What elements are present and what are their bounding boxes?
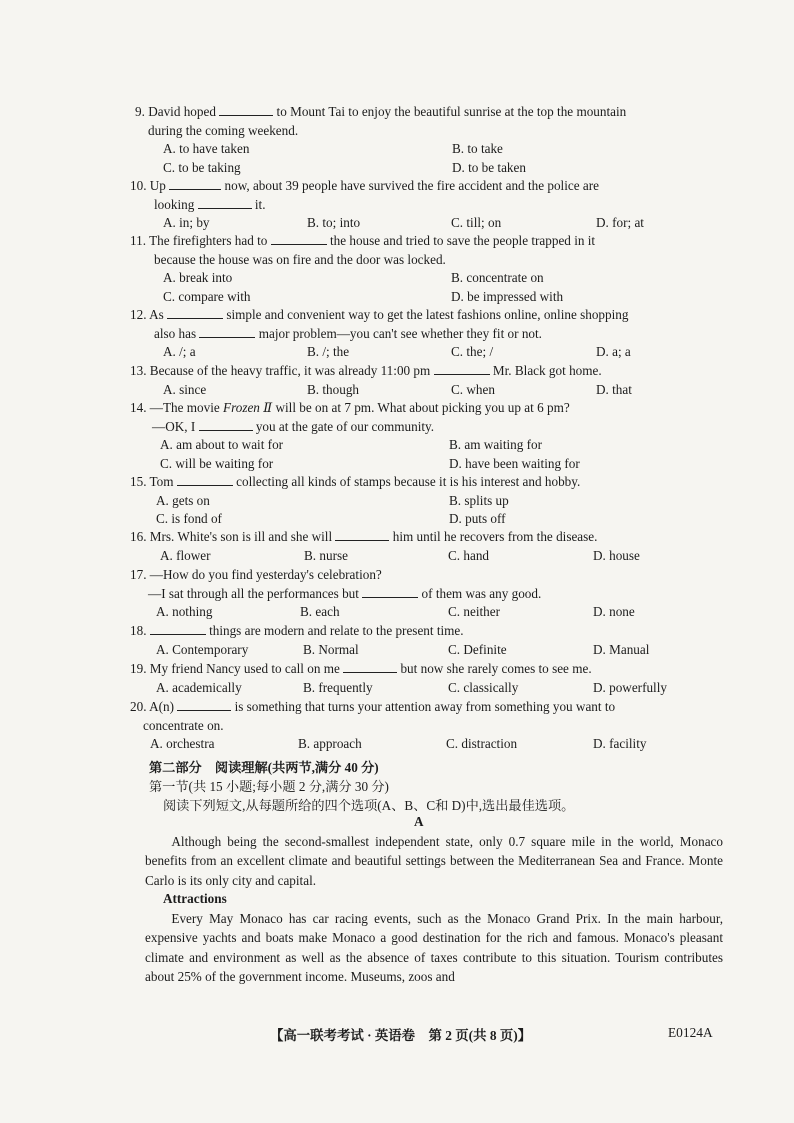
options-row <box>130 492 725 511</box>
question-text: —How do you find yesterday's celebration? <box>149 567 382 582</box>
question-text: to Mount Tai to enjoy the beautiful sunrise at the top the mountain <box>276 104 627 119</box>
options-row <box>130 214 725 233</box>
option-b: B. splits up <box>449 492 509 508</box>
question-text: David hoped <box>148 104 216 119</box>
option-b: B. though <box>307 381 360 397</box>
question-14 <box>130 399 725 473</box>
question-number: 17. <box>130 567 147 582</box>
question-text: A(n) <box>149 699 174 714</box>
question-text: the house and tried to save the people trapped in it <box>329 233 596 248</box>
option-d: D. none <box>593 604 635 620</box>
question-number: 9. <box>135 104 145 119</box>
answer-blank <box>199 325 255 338</box>
options-row <box>130 455 725 474</box>
option-c: C. when <box>451 381 495 397</box>
part-two-title: 第二部分 阅读理解(共两节,满分 40 分) <box>149 760 379 775</box>
question-text: you at the gate of our community. <box>255 418 435 434</box>
option-d: D. be impressed with <box>451 288 564 304</box>
question-number: 11. <box>130 233 146 248</box>
option-d: D. to be taken <box>452 159 526 175</box>
options-row <box>135 140 725 159</box>
question-20 <box>130 698 725 754</box>
options-row <box>135 159 725 178</box>
question-text: As <box>149 307 164 322</box>
question-12 <box>130 306 725 362</box>
options-row <box>130 381 725 400</box>
question-number: 15. <box>130 474 147 489</box>
option-d: D. have been waiting for <box>449 455 580 471</box>
question-18 <box>130 622 725 659</box>
question-text: Mrs. White's son is ill and she will <box>149 529 333 544</box>
option-b: B. nurse <box>304 547 348 563</box>
question-number: 20. <box>130 699 147 714</box>
question-text: during the coming weekend. <box>148 122 299 138</box>
option-b: B. concentrate on <box>451 270 544 286</box>
question-text: him until he recovers from the disease. <box>392 529 598 544</box>
answer-blank <box>177 473 233 486</box>
question-text: things are modern and relate to the present time. <box>209 623 464 638</box>
answer-blank <box>169 177 221 190</box>
question-number: 14. <box>130 400 147 415</box>
question-16 <box>130 528 725 565</box>
question-text: also has <box>154 325 197 341</box>
question-11 <box>130 232 725 306</box>
options-row <box>130 288 725 307</box>
option-a: A. flower <box>160 547 211 563</box>
question-text: The firefighters had to <box>149 233 268 248</box>
option-d: D. a; a <box>596 344 631 360</box>
passage-paragraph-1 <box>145 832 723 890</box>
option-d: D. facility <box>593 736 647 752</box>
option-a: A. nothing <box>156 604 213 620</box>
options-row <box>130 436 725 455</box>
option-a: A. Contemporary <box>156 641 249 657</box>
answer-blank <box>271 232 327 245</box>
option-c: C. classically <box>448 679 519 695</box>
option-d: D. that <box>596 381 632 397</box>
question-text: Because of the heavy traffic, it was already 11:00 pm <box>149 363 431 378</box>
option-b: B. frequently <box>303 679 373 695</box>
question-text: —The movie <box>149 400 220 415</box>
option-a: A. am about to wait for <box>160 437 284 453</box>
option-a: A. academically <box>156 679 242 695</box>
question-number: 18. <box>130 623 147 638</box>
option-a: A. since <box>163 381 207 397</box>
passage-paragraph-2 <box>145 909 723 987</box>
question-text: Tom <box>149 474 174 489</box>
paragraph-text: Although being the second-smallest independent state, only 0.7 square mile in the world, Monaco benefits from an excellent climate and beautiful settings between the Mediterranean Sea and France. Monte Carlo is its only city and capital. <box>145 834 723 888</box>
movie-title: Frozen Ⅱ <box>223 400 273 415</box>
question-number: 16. <box>130 529 147 544</box>
paragraph-text: Every May Monaco has car racing events, such as the Monaco Grand Prix. In the main harbour, expensive yachts and boats make Monaco a good destination for the rich and famous. Monaco's pleasant climate and environment as well as the absence of taxes contribute to this situation. Tourism contributes about 25% of the government income. Museums, zoos and <box>145 911 723 985</box>
options-row <box>130 510 725 529</box>
option-d: D. for; at <box>596 215 644 231</box>
question-text: simple and convenient way to get the latest fashions online, online shopping <box>226 307 629 322</box>
passage-letter: A <box>414 814 424 829</box>
option-a: A. orchestra <box>150 736 215 752</box>
option-b: B. to take <box>452 141 503 157</box>
options-row <box>130 641 725 660</box>
option-c: C. distraction <box>446 736 518 752</box>
question-9 <box>135 103 725 177</box>
option-a: A. in; by <box>163 215 210 231</box>
option-c: C. to be taking <box>163 159 241 175</box>
question-text: but now she rarely comes to see me. <box>400 661 592 676</box>
question-text: because the house was on fire and the door was locked. <box>154 251 446 267</box>
answer-blank <box>177 698 231 711</box>
question-text: collecting all kinds of stamps because it is his interest and hobby. <box>236 474 581 489</box>
option-b: B. /; the <box>307 344 350 360</box>
question-text: now, about 39 people have survived the fire accident and the police are <box>224 178 599 193</box>
passage-subheading: Attractions <box>163 891 227 906</box>
answer-blank <box>343 660 397 673</box>
option-a: A. to have taken <box>163 141 250 157</box>
question-text: looking <box>154 196 195 212</box>
question-text: will be on at 7 pm. What about picking you up at 6 pm? <box>275 400 570 415</box>
options-row <box>130 269 725 288</box>
options-row <box>130 547 725 566</box>
question-number: 10. <box>130 178 147 193</box>
option-c: C. the; / <box>451 344 494 360</box>
options-row <box>130 343 725 362</box>
question-text: Mr. Black got home. <box>492 363 602 378</box>
question-text: —I sat through all the performances but <box>148 585 359 601</box>
reading-instruction: 阅读下列短文,从每题所给的四个选项(A、B、C和 D)中,选出最佳选项。 <box>163 798 575 813</box>
option-a: A. break into <box>163 270 233 286</box>
answer-blank <box>167 306 223 319</box>
question-13 <box>130 362 725 399</box>
option-c: C. hand <box>448 547 490 563</box>
answer-blank <box>362 585 418 598</box>
exam-code: E0124A <box>668 1025 713 1040</box>
options-row <box>130 679 725 698</box>
option-c: C. compare with <box>163 288 251 304</box>
option-d: D. house <box>593 547 640 563</box>
question-text: it. <box>254 196 266 212</box>
option-b: B. each <box>300 604 340 620</box>
option-a: A. gets on <box>156 492 210 508</box>
question-text: of them was any good. <box>421 585 542 601</box>
option-c: C. will be waiting for <box>160 455 274 471</box>
section-one-title: 第一节(共 15 小题;每小题 2 分,满分 30 分) <box>149 779 389 794</box>
question-number: 13. <box>130 363 147 378</box>
question-text: major problem—you can't see whether they fit or not. <box>258 325 542 341</box>
question-15 <box>130 473 725 529</box>
option-b: B. to; into <box>307 215 361 231</box>
answer-blank <box>199 418 253 431</box>
options-row <box>130 603 725 622</box>
option-d: D. Manual <box>593 641 650 657</box>
option-b: B. Normal <box>303 641 359 657</box>
answer-blank <box>434 362 490 375</box>
option-b: B. am waiting for <box>449 437 543 453</box>
option-b: B. approach <box>298 736 362 752</box>
option-d: D. powerfully <box>593 679 667 695</box>
option-d: D. puts off <box>449 511 506 527</box>
question-number: 19. <box>130 661 147 676</box>
options-row <box>130 735 725 754</box>
option-c: C. neither <box>448 604 501 620</box>
question-text: Up <box>149 178 166 193</box>
question-text: —OK, I <box>152 418 196 434</box>
question-10 <box>130 177 725 233</box>
question-number: 12. <box>130 307 147 322</box>
question-19 <box>130 660 725 697</box>
answer-blank <box>198 196 252 209</box>
option-c: C. is fond of <box>156 511 222 527</box>
question-text: is something that turns your attention away from something you want to <box>234 699 616 714</box>
question-text: My friend Nancy used to call on me <box>149 661 340 676</box>
question-17 <box>130 566 725 622</box>
question-text: concentrate on. <box>143 717 224 733</box>
page-footer: 【高一联考考试 · 英语卷 第 2 页(共 8 页)】 <box>270 1028 532 1043</box>
answer-blank <box>150 622 206 635</box>
answer-blank <box>219 103 273 116</box>
option-a: A. /; a <box>163 344 196 360</box>
option-c: C. Definite <box>448 641 507 657</box>
option-c: C. till; on <box>451 215 502 231</box>
answer-blank <box>335 528 389 541</box>
